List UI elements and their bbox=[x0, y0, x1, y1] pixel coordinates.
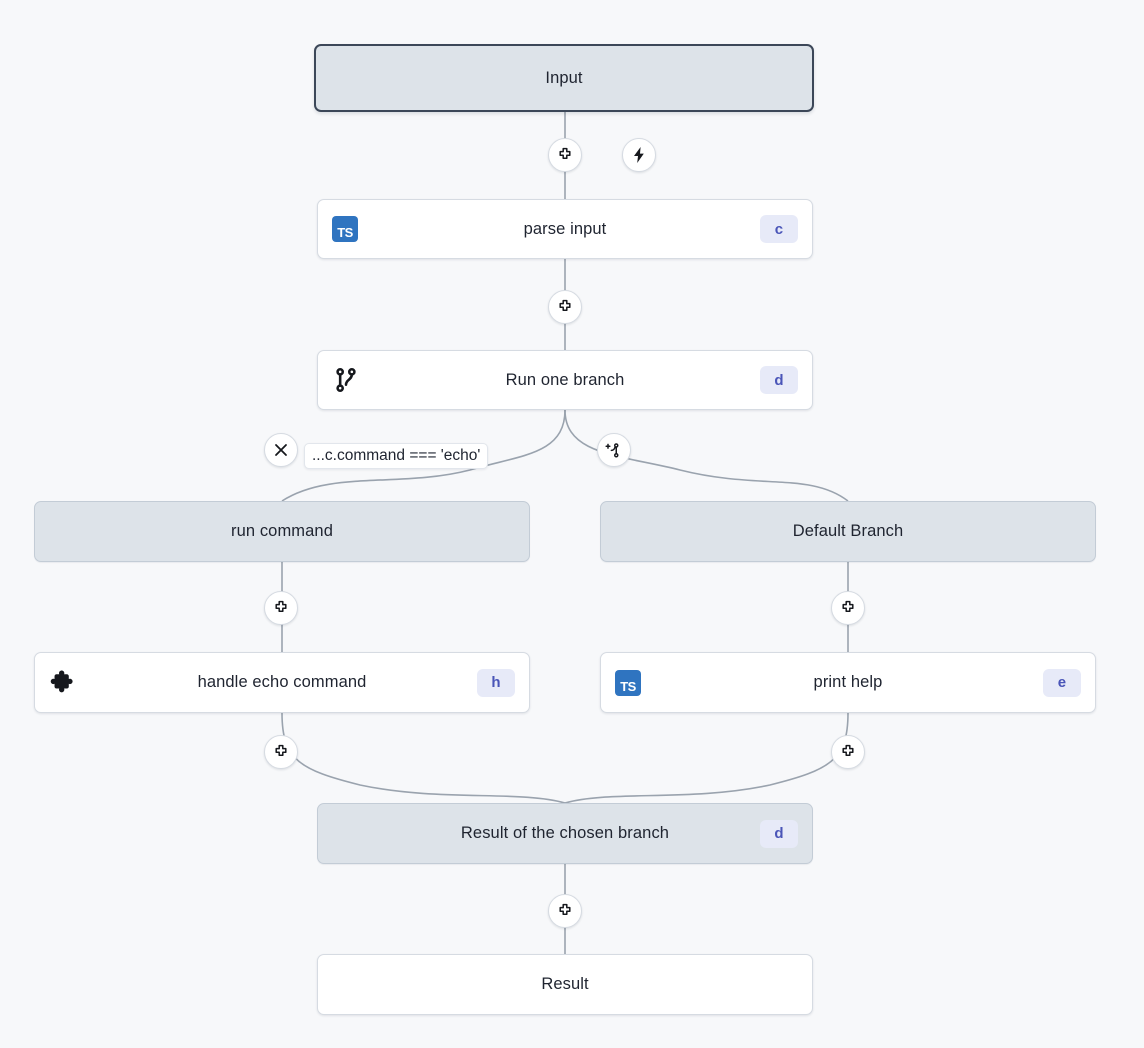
node-result-of-chosen-branch-badge[interactable]: d bbox=[760, 820, 798, 848]
plus-icon bbox=[840, 600, 856, 616]
plus-icon bbox=[557, 299, 573, 315]
add-step-button[interactable] bbox=[831, 591, 865, 625]
node-parse-input-label: parse input bbox=[523, 219, 607, 238]
node-print-help[interactable] bbox=[600, 652, 1096, 713]
plus-icon bbox=[273, 600, 289, 616]
add-branch-icon bbox=[605, 441, 623, 459]
add-step-button[interactable] bbox=[264, 735, 298, 769]
node-input-label: Input bbox=[545, 68, 583, 87]
node-print-help-badge[interactable]: e bbox=[1043, 669, 1081, 697]
trigger-button[interactable] bbox=[622, 138, 656, 172]
node-handle-echo-command-label: handle echo command bbox=[197, 673, 367, 691]
plus-icon bbox=[273, 744, 289, 760]
node-result-label: Result bbox=[541, 975, 589, 993]
plus-icon bbox=[557, 147, 573, 163]
bolt-icon bbox=[631, 146, 647, 164]
node-print-help-label: print help bbox=[813, 673, 883, 691]
add-step-button[interactable] bbox=[548, 290, 582, 324]
add-step-button[interactable] bbox=[264, 591, 298, 625]
node-default-branch-label: Default Branch bbox=[792, 522, 904, 540]
node-input[interactable] bbox=[314, 44, 814, 112]
node-result[interactable] bbox=[317, 954, 813, 1015]
branch-condition-text: ...c.command === 'echo' bbox=[312, 447, 481, 464]
node-parse-input-badge[interactable]: c bbox=[760, 215, 798, 243]
node-parse-input[interactable] bbox=[317, 199, 813, 259]
add-step-button[interactable] bbox=[831, 735, 865, 769]
node-run-one-branch-badge[interactable]: d bbox=[760, 366, 798, 394]
close-icon bbox=[273, 442, 289, 458]
puzzle-icon bbox=[49, 667, 81, 699]
add-step-button[interactable] bbox=[548, 138, 582, 172]
node-run-one-branch-label: Run one branch bbox=[505, 370, 625, 389]
add-step-button[interactable] bbox=[548, 894, 582, 928]
node-run-command-label: run command bbox=[231, 522, 333, 540]
plus-icon bbox=[840, 744, 856, 760]
node-run-command[interactable] bbox=[34, 501, 530, 562]
branch-icon bbox=[332, 366, 360, 394]
node-handle-echo-command[interactable] bbox=[34, 652, 530, 713]
node-default-branch[interactable] bbox=[600, 501, 1096, 562]
node-result-of-chosen-branch[interactable] bbox=[317, 803, 813, 864]
delete-branch-button[interactable] bbox=[264, 433, 298, 467]
plus-icon bbox=[557, 903, 573, 919]
ts-icon: TS bbox=[332, 216, 358, 242]
node-run-one-branch[interactable] bbox=[317, 350, 813, 410]
branch-condition-label[interactable] bbox=[304, 443, 488, 469]
node-result-of-chosen-branch-label: Result of the chosen branch bbox=[460, 824, 670, 842]
node-handle-echo-command-badge[interactable]: h bbox=[477, 669, 515, 697]
add-branch-button[interactable] bbox=[597, 433, 631, 467]
ts-icon: TS bbox=[615, 670, 641, 696]
